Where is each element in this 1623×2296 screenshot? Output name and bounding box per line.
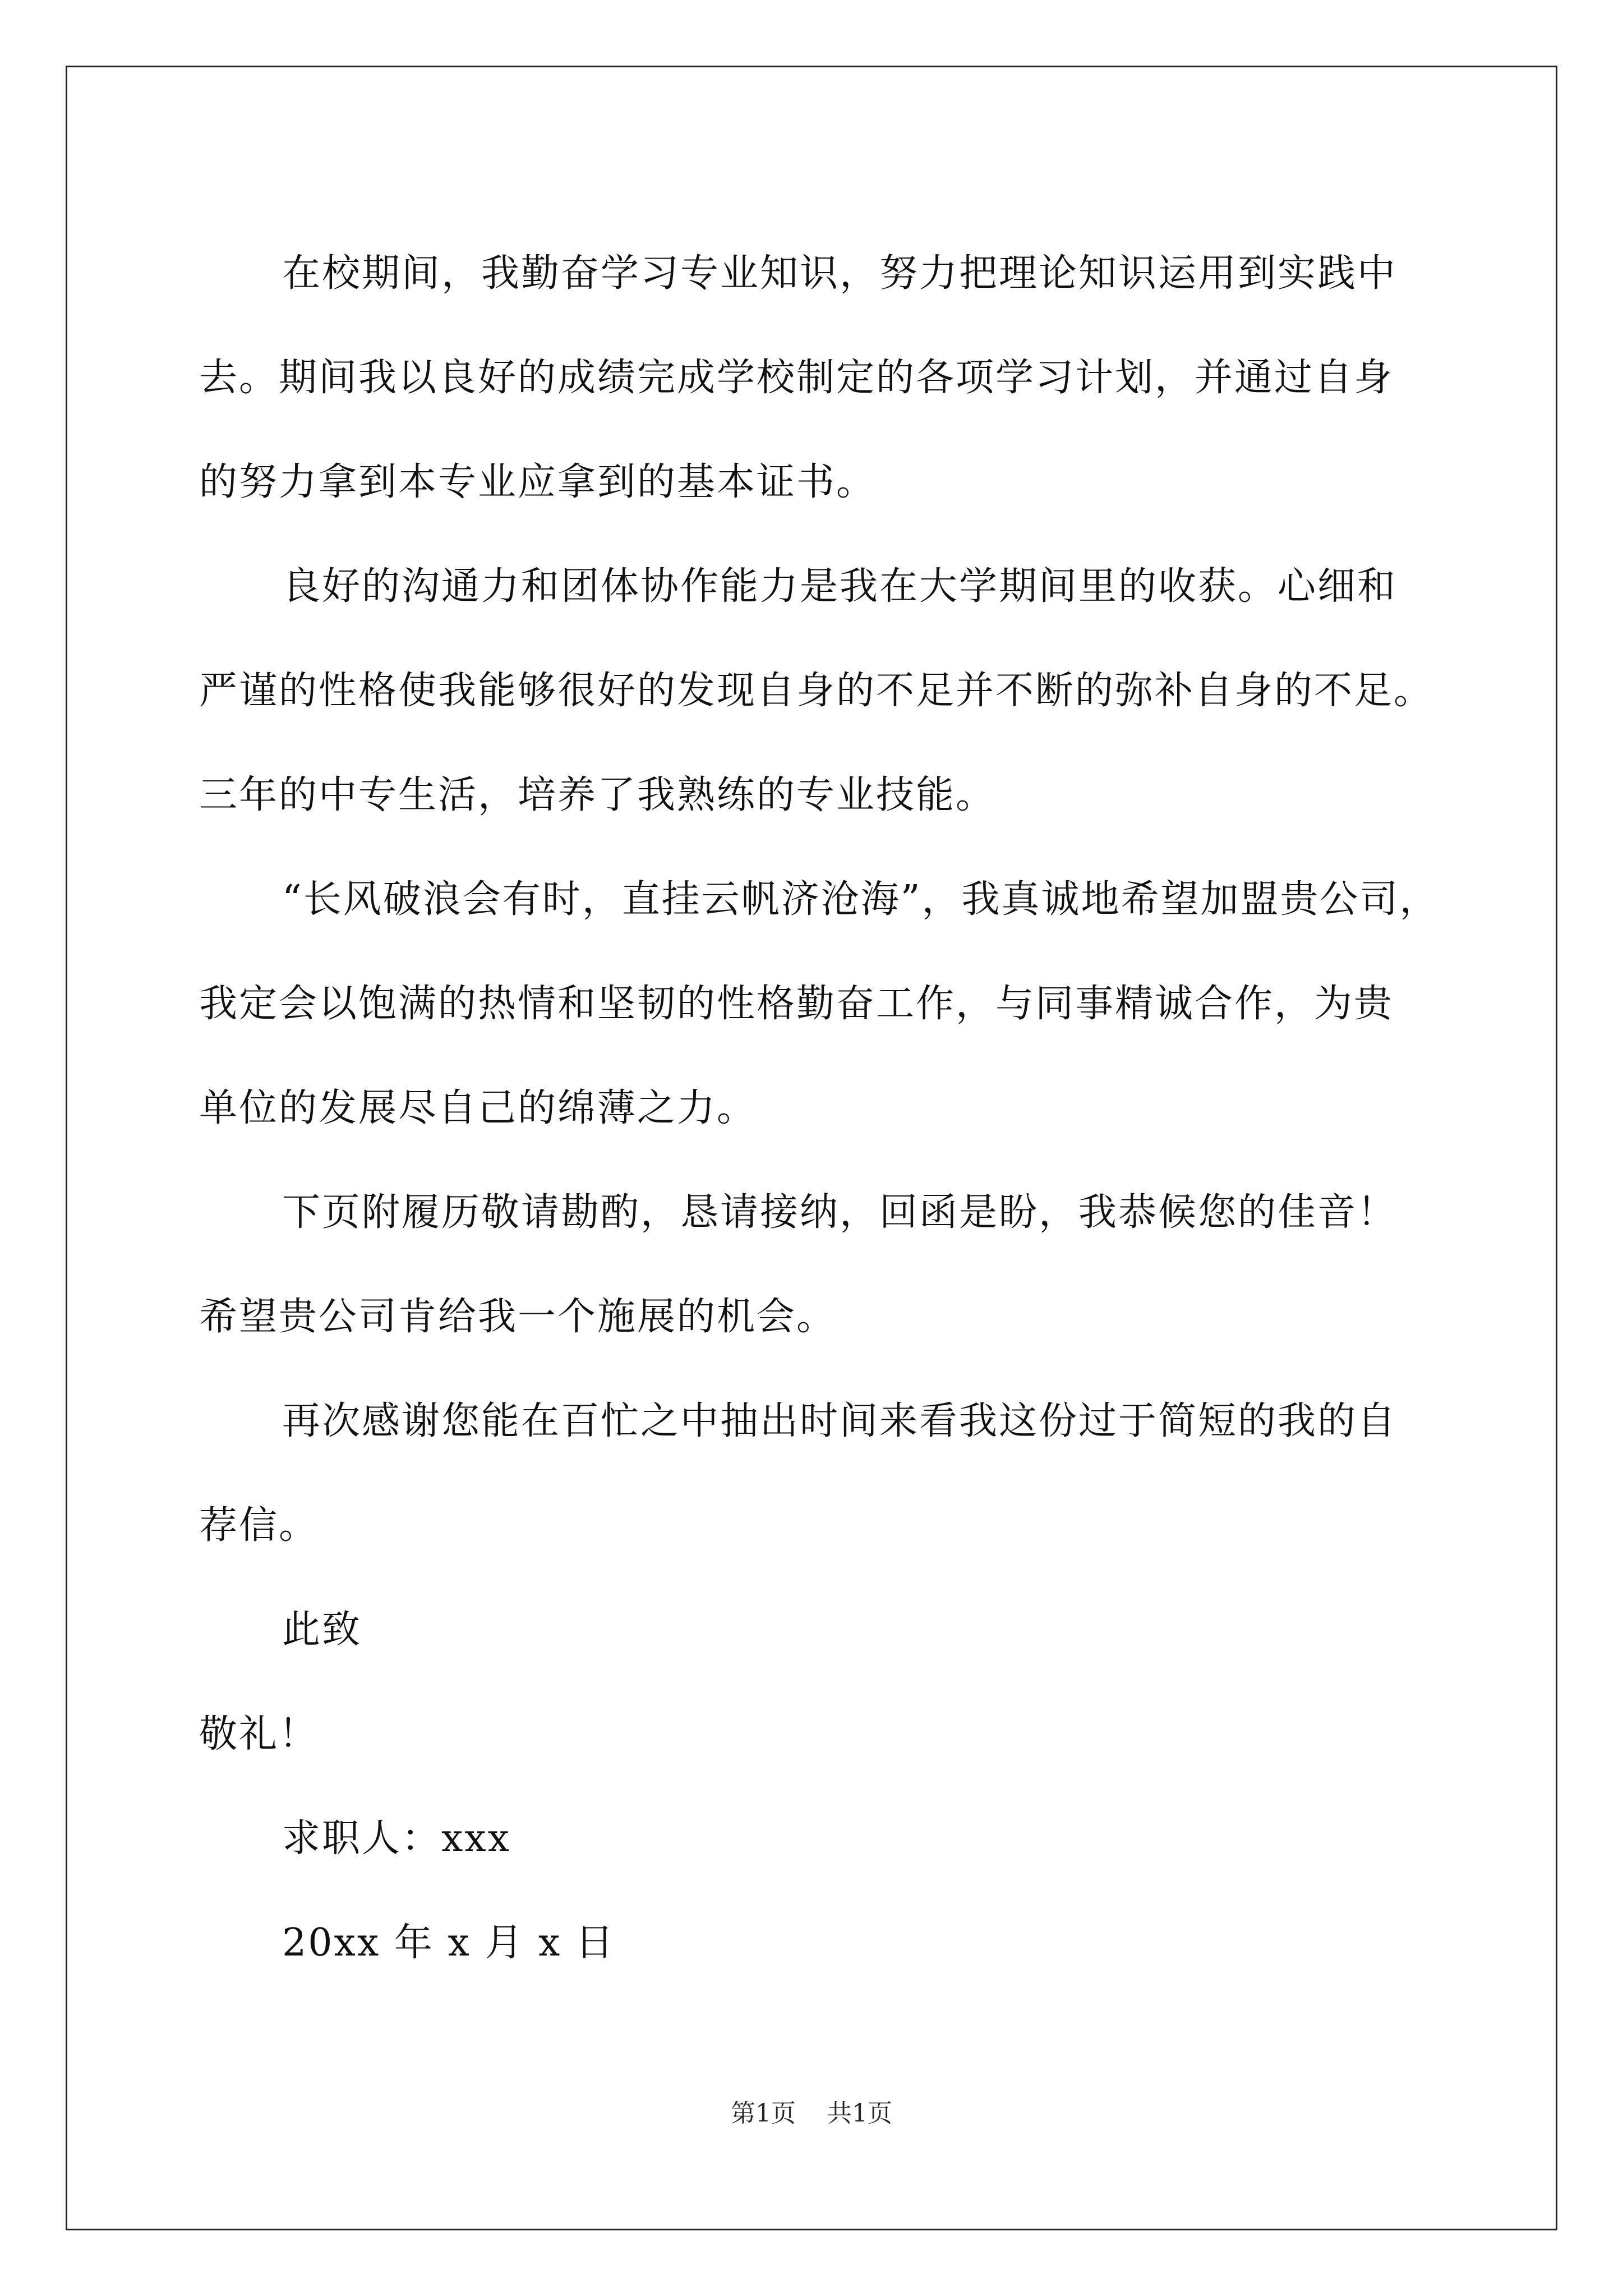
paragraph-line: 良好的沟通力和团体协作能力是我在大学期间里的收获。心细和 — [282, 564, 1398, 609]
paragraph-line: 单位的发展尽自己的绵薄之力。 — [199, 1086, 757, 1130]
date: 20xx 年 x 月 x 日 — [282, 1921, 616, 1965]
paragraph-line: 下页附履历敬请勘酌，恳请接纳，回函是盼，我恭候您的佳音！ — [282, 1190, 1398, 1235]
paragraph-line: 严谨的性格使我能够很好的发现自身的不足并不断的弥补自身的不足。 — [199, 669, 1434, 713]
paragraph-line: 荐信。 — [199, 1503, 319, 1548]
signature: 求职人：xxx — [282, 1816, 511, 1861]
paragraph-4 — [199, 1161, 1427, 1369]
letter-body — [199, 222, 1440, 1995]
paragraph-line: 三年的中专生活，培养了我熟练的专业技能。 — [199, 773, 996, 817]
paragraph-3 — [199, 848, 1440, 1161]
page-number-total: 共1页 — [827, 2099, 892, 2128]
paragraph-1 — [199, 222, 1427, 535]
paragraph-line: 希望贵公司肯给我一个施展的机会。 — [199, 1295, 837, 1339]
closing: 此致 — [282, 1608, 362, 1652]
page-footer — [0, 2097, 1623, 2131]
paragraph-line: 去。期间我以良好的成绩完成学校制定的各项学习计划，并通过自身 — [199, 356, 1394, 400]
paragraph-line: “长风破浪会有时，直挂云帆济沧海”，我真诚地希望加盟贵公司， — [282, 877, 1440, 922]
paragraph-line: 在校期间，我勤奋学习专业知识，努力把理论知识运用到实践中 — [282, 251, 1398, 296]
paragraph-line: 我定会以饱满的热情和坚韧的性格勤奋工作，与同事精诚合作，为贵 — [199, 982, 1394, 1026]
page-number-current: 第1页 — [731, 2099, 796, 2128]
salute: 敬礼！ — [199, 1712, 319, 1756]
paragraph-2 — [199, 535, 1434, 848]
paragraph-5 — [199, 1369, 1427, 1578]
paragraph-line: 再次感谢您能在百忙之中抽出时间来看我这份过于简短的我的自 — [282, 1399, 1398, 1443]
paragraph-line: 的努力拿到本专业应拿到的基本证书。 — [199, 460, 877, 504]
